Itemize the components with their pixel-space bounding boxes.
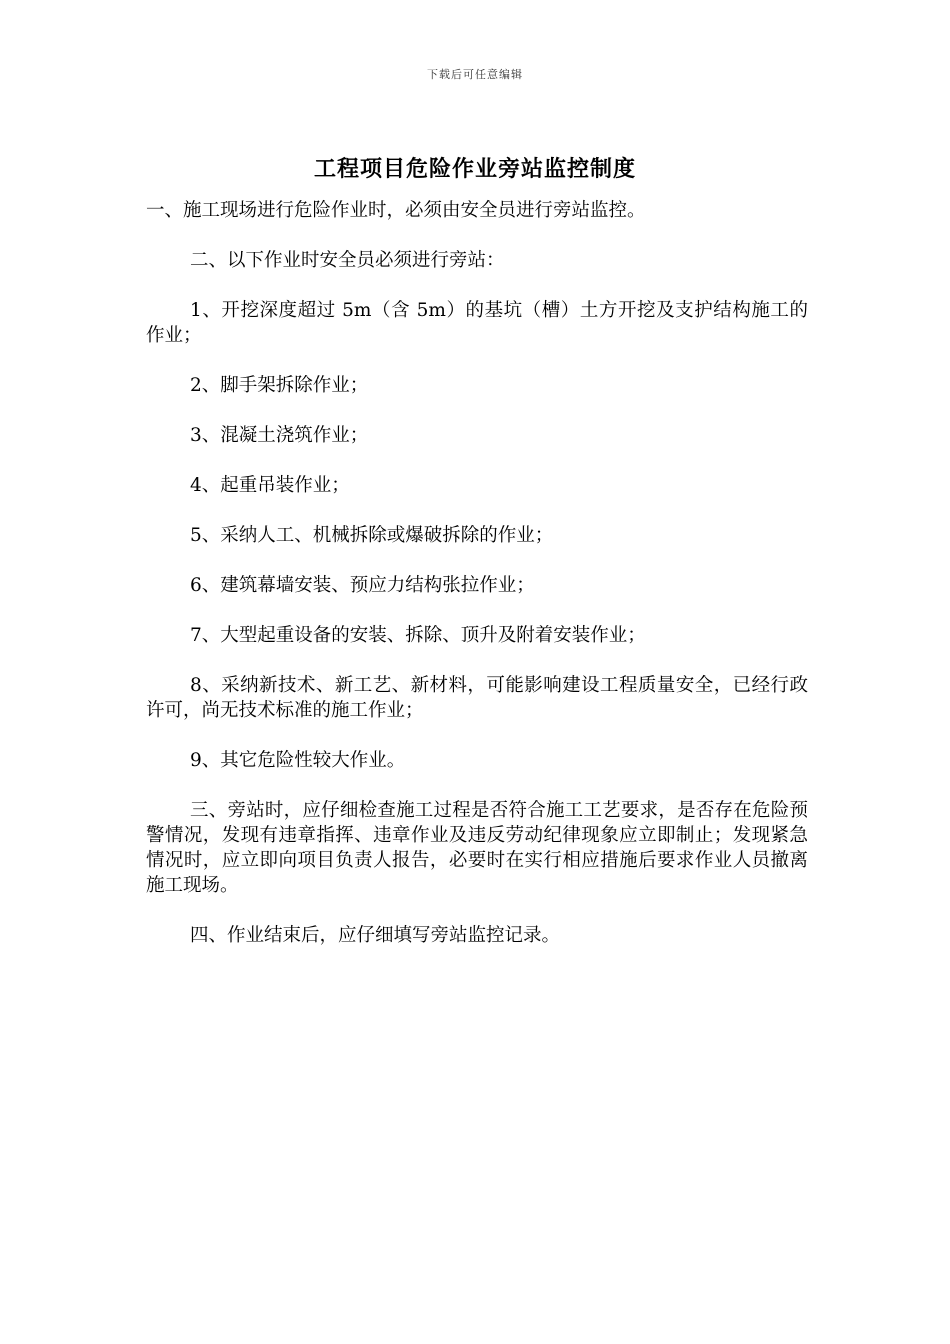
- paragraph-3: 三、旁站时，应仔细检查施工过程是否符合施工工艺要求，是否存在危险预警情况，发现有违章指挥、违章作业及违反劳动纪律现象应立即制止；发现紧急情况时，应立即向项目负责人报告，必要时在实行相应措施后要求作业人员撤离施工现场。: [146, 800, 808, 896]
- list-item-3: 3、混凝土浇筑作业；: [190, 425, 369, 446]
- list-item-8: 8、采纳新技术、新工艺、新材料，可能影响建设工程质量安全，已经行政许可，尚无技术标准的施工作业；: [146, 675, 808, 721]
- list-item-4: 4、起重吊装作业；: [190, 475, 350, 496]
- document-body: [146, 198, 808, 948]
- paragraph-4: 四、作业结束后，应仔细填写旁站监控记录。: [190, 925, 561, 946]
- list-item-7: 7、大型起重设备的安装、拆除、顶升及附着安装作业；: [190, 625, 646, 646]
- list-item-2: 2、脚手架拆除作业；: [190, 375, 369, 396]
- list-item-6: 6、建筑幕墙安装、预应力结构张拉作业；: [190, 575, 535, 596]
- header-note: 下载后可任意编辑: [427, 68, 523, 81]
- paragraph-1: 一、施工现场进行危险作业时，必须由安全员进行旁站监控。: [146, 200, 646, 221]
- document-title: 工程项目危险作业旁站监控制度: [313, 157, 636, 182]
- paragraph-2: 二、以下作业时安全员必须进行旁站：: [190, 250, 505, 271]
- list-item-5: 5、采纳人工、机械拆除或爆破拆除的作业；: [190, 525, 554, 546]
- list-item-9: 9、其它危险性较大作业。: [190, 750, 406, 771]
- list-item-1: 1、开挖深度超过 5m（含 5m）的基坑（槽）土方开挖及支护结构施工的作业；: [146, 300, 808, 346]
